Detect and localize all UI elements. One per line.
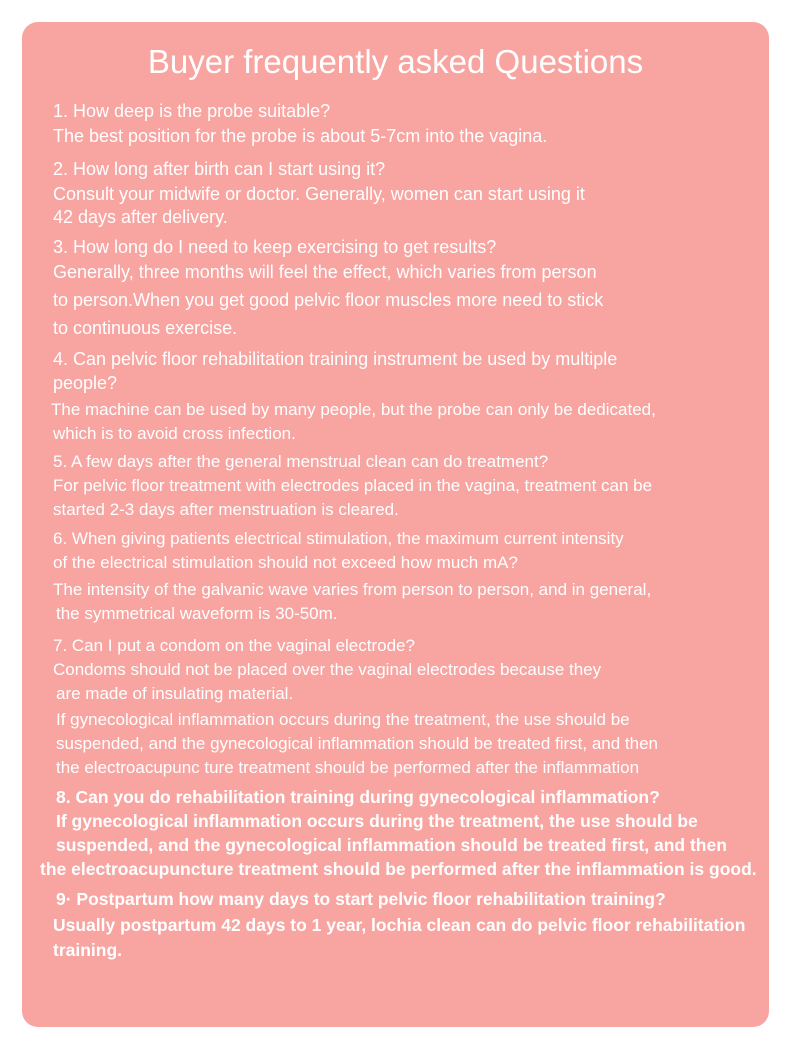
answer-6-line: The intensity of the galvanic wave varies from person to person, and in general,: [53, 580, 652, 599]
page-title: Buyer frequently asked Questions: [147, 43, 644, 80]
answer-8-line: the electroacupuncture treatment should be performed after the inflammation is good.: [40, 859, 757, 879]
answer-4-line: which is to avoid cross infection.: [53, 424, 296, 443]
answer-6-line: the symmetrical waveform is 30-50m.: [56, 604, 338, 623]
answer-2-line: Consult your midwife or doctor. Generally, women can start using it: [53, 184, 585, 204]
answer-2-line: 42 days after delivery.: [53, 207, 228, 227]
answer-3-line: to person.When you get good pelvic floor muscles more need to stick: [53, 290, 604, 310]
answer-3-line: to continuous exercise.: [53, 318, 238, 338]
answer-7-line: the electroacupunc ture treatment should be performed after the inflammation: [56, 758, 640, 777]
answer-3-line: Generally, three months will feel the effect, which varies from person: [53, 262, 597, 282]
question-3: 3. How long do I need to keep exercising to get results?: [53, 237, 497, 257]
question-8: 8. Can you do rehabilitation training during gynecological inflammation?: [56, 787, 660, 807]
answer-8-line: If gynecological inflammation occurs during the treatment, the use should be: [56, 811, 698, 831]
answer-7-line: are made of insulating material.: [56, 684, 294, 703]
answer-5-line: started 2-3 days after menstruation is cleared.: [53, 500, 399, 519]
answer-4-line: The machine can be used by many people, but the probe can only be dedicated,: [51, 400, 656, 419]
question-4-line: people?: [53, 373, 118, 393]
question-7: 7. Can I put a condom on the vaginal electrode?: [53, 636, 415, 655]
answer-9-line: Usually postpartum 42 days to 1 year, lochia clean can do pelvic floor rehabilitation: [53, 915, 746, 935]
answer-7-line: suspended, and the gynecological inflammation should be treated first, and then: [56, 734, 659, 753]
answer-7-line: Condoms should not be placed over the vaginal electrodes because they: [53, 660, 602, 679]
question-5: 5. A few days after the general menstrual clean can do treatment?: [53, 452, 549, 471]
question-9: 9· Postpartum how many days to start pelvic floor rehabilitation training?: [56, 889, 666, 909]
question-4-line: 4. Can pelvic floor rehabilitation training instrument be used by multiple: [53, 349, 618, 369]
question-1: 1. How deep is the probe suitable?: [53, 101, 331, 121]
answer-5-line: For pelvic floor treatment with electrodes placed in the vagina, treatment can be: [53, 476, 653, 495]
question-6-line: 6. When giving patients electrical stimulation, the maximum current intensity: [53, 529, 624, 548]
answer-9-line: training.: [53, 940, 123, 960]
answer-8-line: suspended, and the gynecological inflammation should be treated first, and then: [56, 835, 727, 855]
answer-1: The best position for the probe is about 5-7cm into the vagina.: [53, 126, 548, 146]
answer-7-line: If gynecological inflammation occurs during the treatment, the use should be: [56, 710, 630, 729]
question-2: 2. How long after birth can I start using it?: [53, 159, 386, 179]
question-6-line: of the electrical stimulation should not exceed how much mA?: [53, 553, 518, 572]
